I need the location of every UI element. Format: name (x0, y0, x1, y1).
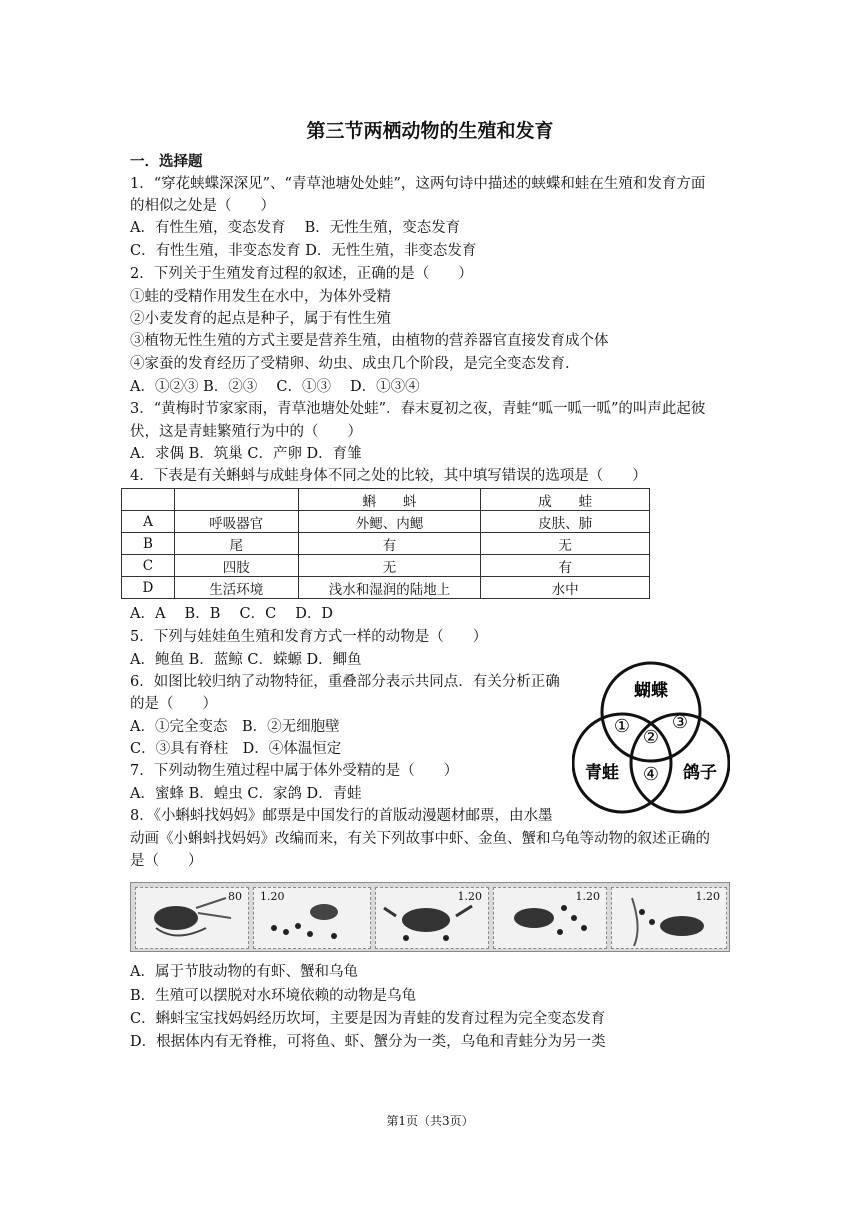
table-row (122, 577, 650, 599)
stamp-1 (135, 887, 249, 949)
stamp-3 (375, 887, 489, 949)
q1-options-cd: C．有性生殖，非变态发育 D．无性生殖，非变态发育 (130, 243, 477, 259)
table-cell: 四肢 (174, 555, 298, 577)
q4-options: A．A B．B C．C D．D (130, 606, 334, 622)
table-cell: 水中 (481, 577, 650, 599)
q3-options: A．求偶 B．筑巢 C．产卵 D．育雏 (130, 446, 362, 462)
section-heading: 一．选择题 (130, 154, 203, 170)
table-cell: C (122, 555, 175, 577)
stamp-strip-image (130, 882, 730, 952)
q6-stem-line1: 6．如图比较归纳了动物特征，重叠部分表示共同点．有关分析正确 (130, 674, 560, 690)
table-cell: 生活环境 (174, 577, 298, 599)
q8-option-d: D．根据体内有无脊椎，可将鱼、虾、蟹分为一类，乌龟和青蛙分为另一类 (130, 1034, 606, 1050)
q3-stem-line1: 3．“黄梅时节家家雨，青草池塘处处蛙”．春末夏初之夜，青蛙“呱一呱一呱”的叫声此起彼 (130, 401, 706, 417)
stamp-value: 1.20 (695, 890, 720, 903)
q2-statement-1: ①蛙的受精作用发生在水中，为体外受精 (130, 289, 391, 305)
table-header-cell: 成 蛙 (481, 489, 650, 511)
venn-label-top: 蝴蝶 (634, 681, 668, 701)
comparison-table (121, 488, 650, 599)
q2-options: A．①②③ B．②③ C．①③ D．①③④ (130, 379, 420, 395)
q8-option-c: C．蝌蚪宝宝找妈妈经历坎坷，主要是因为青蛙的发育过程为完全变态发育 (130, 1011, 606, 1027)
q1-stem-line2: 的相似之处是（ ） (130, 198, 275, 214)
table-cell: 呼吸器官 (174, 511, 298, 533)
q6-options-ab: A．①完全变态 B．②无细胞壁 (130, 719, 340, 735)
stamp-2 (253, 887, 371, 949)
table-header-cell (174, 489, 298, 511)
q7-stem: 7．下列动物生殖过程中属于体外受精的是（ ） (130, 763, 459, 779)
venn-label-right: 鸽子 (683, 763, 717, 783)
table-cell: B (122, 533, 175, 555)
stamp-value: 1.20 (575, 890, 600, 903)
q8-stem-line1: 8．《小蝌蚪找妈妈》邮票是中国发行的首版动漫题材邮票，由水墨 (130, 808, 553, 824)
stamp-value: 1.20 (457, 890, 482, 903)
stamp-value: 1.20 (260, 890, 285, 903)
q4-stem: 4．下表是有关蝌蚪与成蛙身体不同之处的比较，其中填写错误的选项是（ ） (130, 468, 647, 484)
q3-stem-line2: 伏，这是青蛙繁殖行为中的（ ） (130, 424, 362, 440)
venn-region-1: ① (613, 716, 631, 737)
q2-statement-4: ④家蚕的发育经历了受精卵、幼虫、成虫几个阶段，是完全变态发育． (130, 356, 580, 372)
table-cell: 无 (481, 533, 650, 555)
q2-statement-3: ③植物无性生殖的方式主要是营养生殖，由植物的营养器官直接发育成个体 (130, 333, 609, 349)
stamp-value: 80 (228, 890, 242, 903)
q2-statement-2: ②小麦发育的起点是种子，属于有性生殖 (130, 311, 391, 327)
table-cell: 浅水和湿润的陆地上 (298, 577, 481, 599)
q8-stem-line3: 是（ ） (130, 853, 203, 869)
table-header-row (122, 489, 650, 511)
table-header-cell: 蝌 蚪 (298, 489, 481, 511)
table-header-cell (122, 489, 175, 511)
stamp-5 (611, 887, 727, 949)
q1-stem-line1: 1．“穿花蛱蝶深深见”、“青草池塘处处蛙”，这两句诗中描述的蛱蝶和蛙在生殖和发育方面 (130, 176, 706, 192)
venn-region-2: ② (642, 727, 660, 748)
stamp-4 (493, 887, 607, 949)
q6-stem-line2: 的是（ ） (130, 696, 217, 712)
page-footer: 第1页（共3页） (386, 1114, 474, 1128)
q8-option-b: B．生殖可以摆脱对水环境依赖的动物是乌龟 (130, 988, 417, 1004)
q2-stem: 2．下列关于生殖发育过程的叙述，正确的是（ ） (130, 266, 473, 282)
q5-stem: 5．下列与娃娃鱼生殖和发育方式一样的动物是（ ） (130, 629, 488, 645)
table-cell: D (122, 577, 175, 599)
table-cell: 有 (298, 533, 481, 555)
venn-region-3: ③ (671, 712, 689, 733)
q6-options-cd: C．③具有脊柱 D．④体温恒定 (130, 741, 342, 757)
table-cell: 外鳃、内鳃 (298, 511, 481, 533)
venn-diagram (572, 660, 730, 816)
table-row (122, 511, 650, 533)
table-cell: 有 (481, 555, 650, 577)
table-cell: 尾 (174, 533, 298, 555)
table-row (122, 533, 650, 555)
table-cell: A (122, 511, 175, 533)
table-row (122, 555, 650, 577)
table-cell: 皮肤、肺 (481, 511, 650, 533)
q7-options: A．蜜蜂 B．蝗虫 C．家鸽 D．青蛙 (130, 786, 362, 802)
q8-option-a: A．属于节肢动物的有虾、蟹和乌龟 (130, 964, 358, 980)
q5-options: A．鲍鱼 B．蓝鲸 C．蝾螈 D．鲫鱼 (130, 652, 362, 668)
q1-options-ab: A．有性生殖，变态发育 B．无性生殖，变态发育 (130, 220, 461, 236)
q8-stem-line2: 动画《小蝌蚪找妈妈》改编而来，有关下列故事中虾、金鱼、蟹和乌龟等动物的叙述正确的 (130, 831, 710, 847)
venn-region-4: ④ (642, 764, 660, 785)
table-cell: 无 (298, 555, 481, 577)
page-title: 第三节两栖动物的生殖和发育 (306, 120, 554, 142)
venn-label-left: 青蛙 (585, 763, 619, 783)
